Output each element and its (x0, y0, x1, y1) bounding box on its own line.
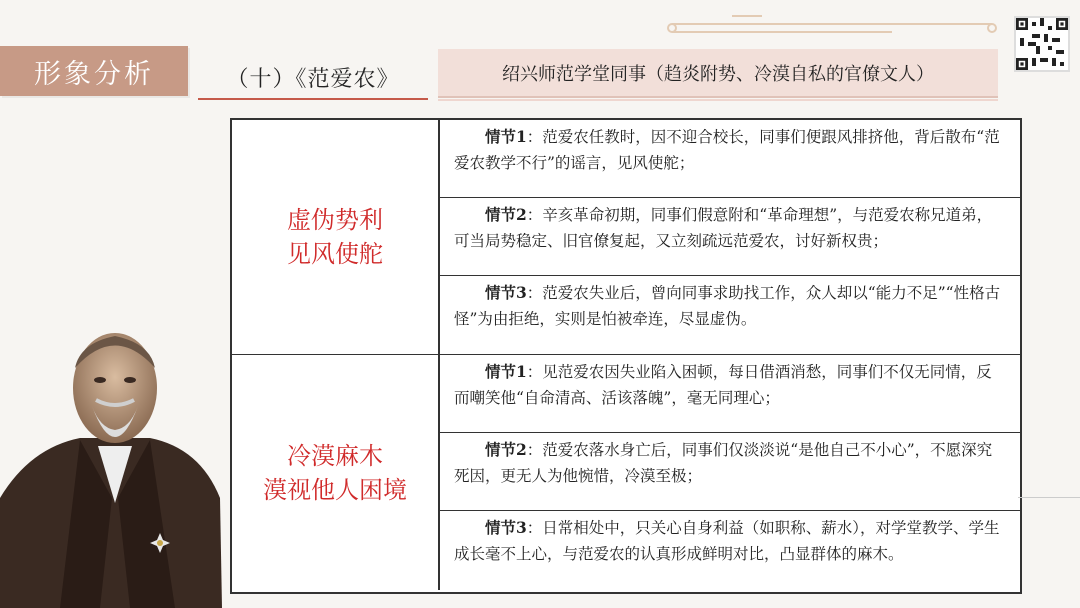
decorative-divider (1018, 497, 1080, 498)
plot-cell (440, 276, 1020, 354)
plot-cell (440, 120, 1020, 198)
plot-text: ：范爱农失业后，曾向同事求助找工作，众人却以“能力不足”“性格古怪”为由拒绝，实则是怕被牵连，尽显虚伪。 (454, 284, 1001, 328)
plot-cell (440, 355, 1020, 433)
table-group-hypocrisy (232, 120, 1020, 355)
plot-tag: 情节2 (485, 440, 527, 459)
group-label (232, 355, 440, 590)
group-label (232, 120, 440, 354)
plot-text: ：见范爱农因失业陷入困顿，每日借酒消愁，同事们不仅无同情，反而嘲笑他“自命清高、活该落魄”，毫无同理心； (454, 363, 992, 407)
plot-text: ：辛亥革命初期，同事们假意附和“革命理想”，与范爱农称兄道弟，可当局势稳定、旧官僚复起，又立刻疏远范爱农，讨好新权贵； (454, 206, 993, 250)
plot-cell (440, 198, 1020, 276)
group-label-line: 虚伪势利 (287, 206, 383, 234)
qr-code-icon (1014, 16, 1070, 72)
table-group-indifference (232, 355, 1020, 590)
header-underline (438, 99, 998, 101)
plot-tag: 情节1 (485, 362, 527, 381)
plot-text: ：范爱农落水身亡后，同事们仅淡淡说“是他自己不小心”，不愿深究死因，更无人为他惋惜，冷漠至极； (454, 441, 993, 485)
portrait-image (0, 328, 232, 608)
group-label-line: 见风使舵 (287, 240, 383, 268)
section-title-tab: 形象分析 (0, 46, 188, 96)
plot-tag: 情节2 (485, 205, 527, 224)
group-label-line: 冷漠麻木 (287, 441, 383, 470)
plot-cell (440, 511, 1020, 590)
plot-tag: 情节3 (485, 283, 527, 302)
decorative-lines (662, 8, 1002, 48)
chapter-subtitle: （十）《范爱农》 (198, 56, 428, 100)
plot-cell (440, 433, 1020, 511)
plot-text: ：日常相处中，只关心自身利益（如职称、薪水），对学堂教学、学生成长毫不上心，与范爱农的认真形成鲜明对比，凸显群体的麻木。 (454, 519, 1000, 563)
group-label-line: 漠视他人困境 (263, 475, 407, 504)
group-header: 绍兴师范学堂同事（趋炎附势、冷漠自私的官僚文人） (438, 49, 998, 98)
analysis-table (230, 118, 1022, 594)
plot-text: ：范爱农任教时，因不迎合校长，同事们便跟风排挤他，背后散布“范爱农教学不行”的谣言，见风使舵； (454, 128, 1000, 172)
plot-tag: 情节1 (485, 127, 527, 146)
plot-tag: 情节3 (485, 518, 527, 537)
